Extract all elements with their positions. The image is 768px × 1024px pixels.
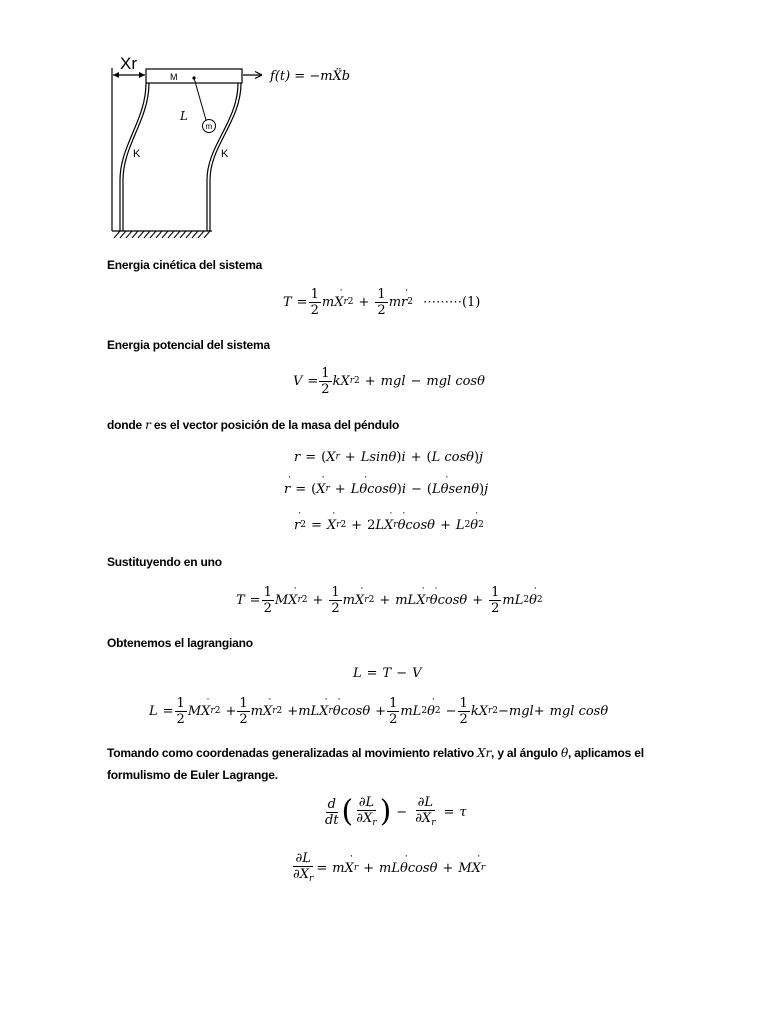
spring-right-label: K <box>221 148 229 160</box>
position-vector-sentence: donde r es el vector posición de la masa del péndulo <box>107 418 400 432</box>
eq1-number: (1) <box>461 295 481 310</box>
pendulum-rod <box>194 78 206 120</box>
equation-lagrangian-full: L = $\frac{1}{2}$ M X ˙ r 2 + $\frac{1}{2}$ m X ˙ r 2 + mL X ˙ r θ ˙ cosθ + $\frac{1}{2}$ mL 2 θ ˙ 2 − $\frac{1}{2}$ kX r 2 − mgl + mgl cosθ <box>149 697 608 726</box>
equation-potential-energy: V = $\frac{1}{2}$ kX r 2 + mgl − mgl cosθ <box>293 366 485 397</box>
ground-hatch <box>114 231 210 238</box>
xr-label: Xr <box>120 54 137 73</box>
pendulum-spring-diagram <box>100 50 400 245</box>
equation-lagrangian-definition: L = T − V <box>353 666 422 681</box>
generalized-coordinates-line1: Tomando como coordenadas generalizadas al movimiento relativo Xr, y al ángulo θ, aplicamos el <box>107 746 644 760</box>
equation-partial-derivative: $\frac{\partial L}{\partial X ˙_r}$ = m X ˙ r + mL θ ˙ cosθ + M X ˙ r <box>290 852 485 884</box>
equation-euler-lagrange: $\frac{d}{dt}$ ( $\frac{\partial L}{\partial X ˙_r}$ ) − $\frac{\partial L}{\partial X_r}$ = τ <box>322 796 467 828</box>
equation-kinetic-substituted: T = $\frac{1}{2}$ M X ˙ r 2 + $\frac{1}{2}$ m X ˙ r 2 + mL X ˙ r θ ˙ cosθ + $\frac{1}{2}$ mL 2 θ ˙ 2 <box>236 586 543 615</box>
kinetic-heading: Energia cinética del sistema <box>107 258 263 272</box>
potential-heading: Energia potencial del sistema <box>107 338 270 352</box>
generalized-coordinates-line2: formulismo de Euler Lagrange. <box>107 768 278 782</box>
length-label: L <box>180 109 188 123</box>
equation-velocity: r ˙ = ( X ˙ r + L θ ˙ cosθ ) i − ( L θ ˙ senθ ) j <box>284 483 488 496</box>
mass-M-label: M <box>170 72 178 82</box>
sustituyendo-text: Sustituyendo en uno <box>107 555 222 569</box>
obtenemos-text: Obtenemos el lagrangiano <box>107 636 253 650</box>
equation-velocity-squared: r ˙ 2 = X ˙ r 2 + 2 L X ˙ r θ ˙ cosθ + L 2 θ ˙ 2 <box>294 519 484 532</box>
pivot-point <box>192 76 195 79</box>
equation-position: r = ( X r + Lsinθ ) i + ( L cosθ ) j <box>294 450 484 465</box>
equation-kinetic-energy: T = $\frac{1}{2}$ m X ˙ r 2 + $\frac{1}{2}$ m r ˙ 2 ⋯⋯⋯ (1) <box>283 288 480 317</box>
eq1-dots: ⋯⋯⋯ <box>422 295 462 310</box>
force-label: f(t) = −mẌb <box>270 69 351 84</box>
mass-m-label: m <box>205 122 213 131</box>
spring-left-label: K <box>133 148 141 160</box>
mass-M-box <box>146 69 242 83</box>
